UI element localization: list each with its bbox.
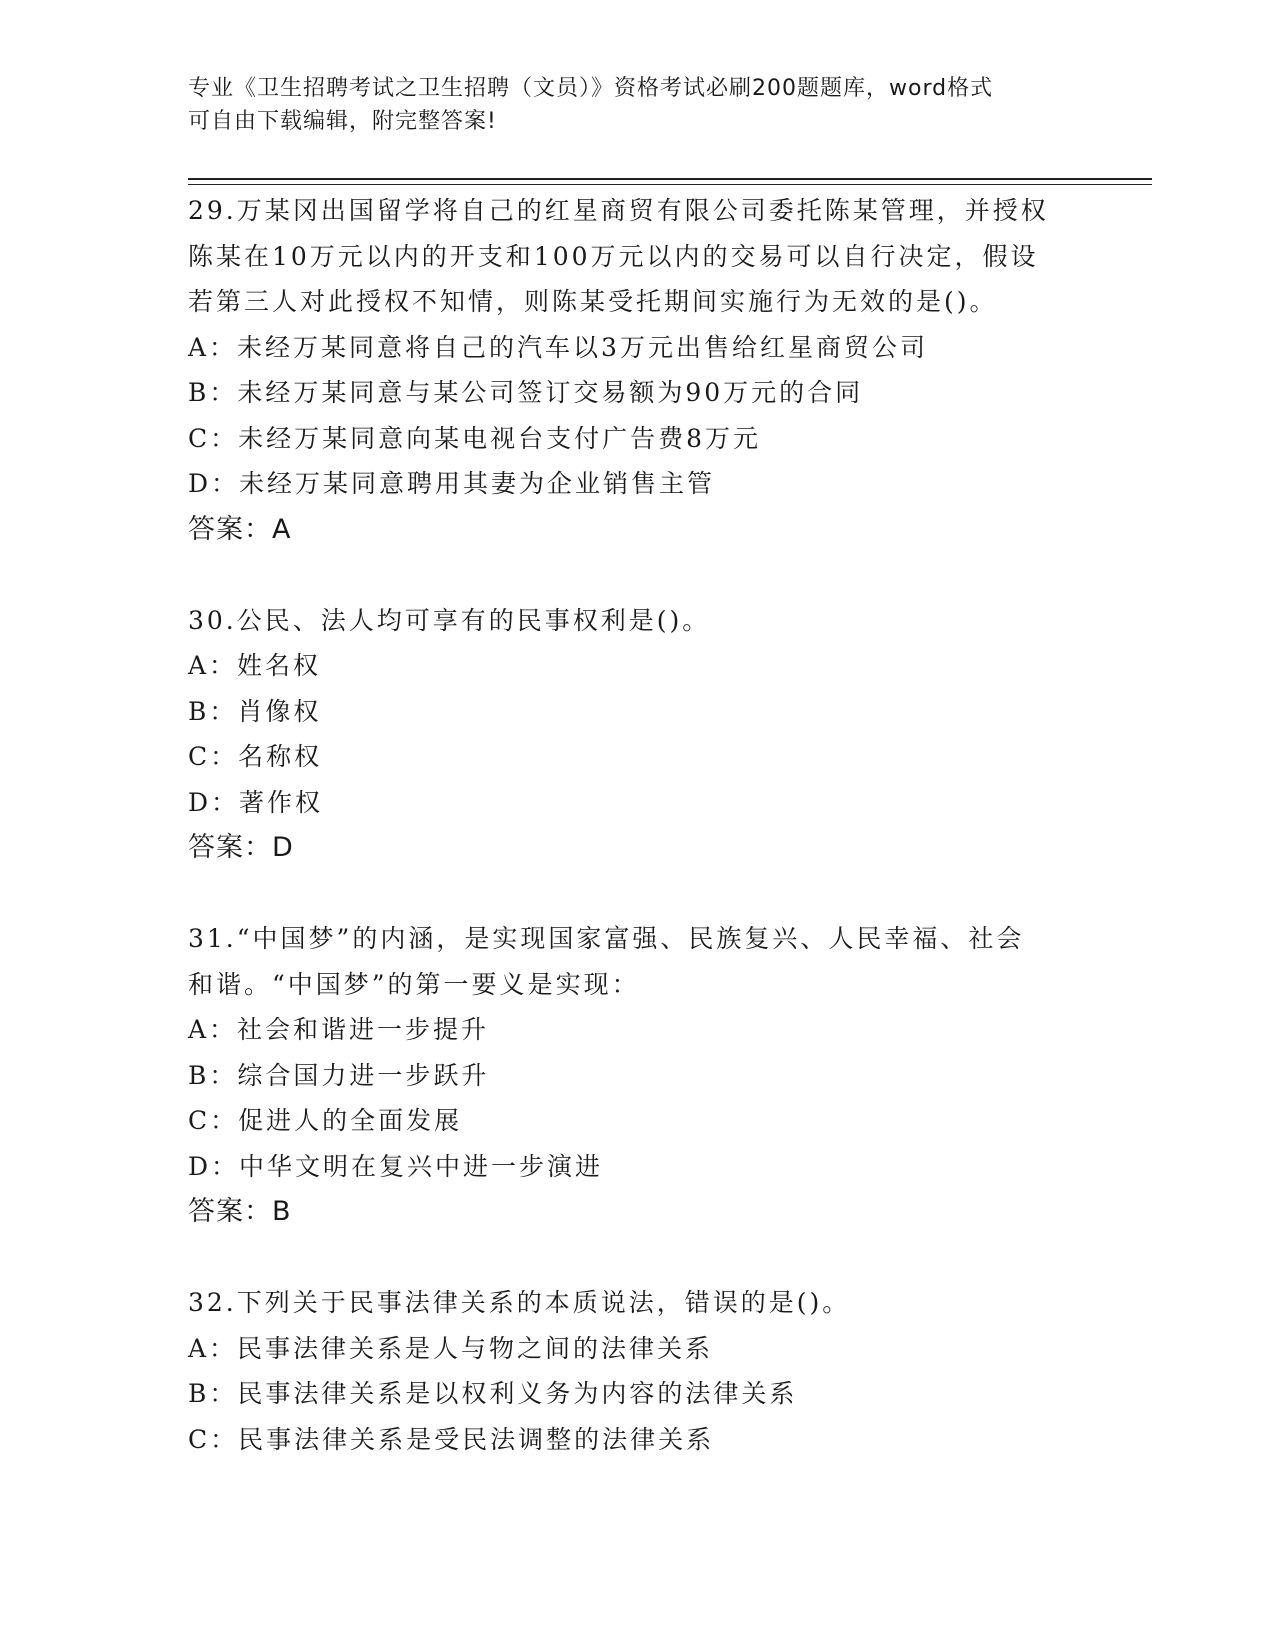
question-29 <box>188 188 1088 552</box>
option-c: C：民事法律关系是受民法调整的法律关系 <box>188 1424 715 1454</box>
answer-label: 答案：D <box>188 832 294 863</box>
question-stem-line: 陈某在10万元以内的开支和100万元以内的交易可以自行决定，假设 <box>188 241 1039 271</box>
question-stem-line: 和谐。“中国梦”的第一要义是实现： <box>188 969 640 999</box>
answer-label: 答案：A <box>188 513 292 545</box>
option-d: D：中华文明在复兴中进一步演进 <box>188 1151 604 1181</box>
question-stem-line: 32.下列关于民事法律关系的本质说法，错误的是()。 <box>188 1288 851 1317</box>
question-list <box>188 188 1088 1462</box>
option-c: C：未经万某同意向某电视台支付广告费8万元 <box>188 423 762 453</box>
answer-label: 答案：B <box>188 1196 292 1227</box>
option-b: B：肖像权 <box>188 696 322 726</box>
question-stem-line: 31.“中国梦”的内涵，是实现国家富强、民族复兴、人民幸福、社会 <box>188 924 1025 953</box>
question-stem-line: 若第三人对此授权不知情，则陈某受托期间实施行为无效的是()。 <box>188 287 998 316</box>
option-d: D：著作权 <box>188 787 324 817</box>
header-divider-thick <box>188 178 1152 180</box>
option-a: A：民事法律关系是人与物之间的法律关系 <box>188 1333 714 1363</box>
question-spacer <box>188 871 1088 917</box>
question-32 <box>188 1280 1088 1462</box>
option-b: B：民事法律关系是以权利义务为内容的法律关系 <box>188 1379 798 1408</box>
document-header <box>188 72 1088 138</box>
option-b: B：未经万某同意与某公司签订交易额为90万元的合同 <box>188 378 864 407</box>
question-spacer <box>188 552 1088 598</box>
question-spacer <box>188 1235 1088 1281</box>
option-c: C：促进人的全面发展 <box>188 1106 463 1135</box>
header-line-2: 可自由下载编辑，附完整答案! <box>188 109 497 134</box>
header-line-1: 专业《卫生招聘考试之卫生招聘（文员）》资格考试必刷200题题库，word格式 <box>188 76 994 101</box>
question-30 <box>188 598 1088 871</box>
header-divider-thin <box>188 184 1152 185</box>
option-a: A：姓名权 <box>188 651 322 680</box>
question-stem-line: 30.公民、法人均可享有的民事权利是()。 <box>188 605 711 635</box>
option-b: B：综合国力进一步跃升 <box>188 1060 490 1090</box>
option-a: A：社会和谐进一步提升 <box>188 1015 490 1044</box>
option-a: A：未经万某同意将自己的汽车以3万元出售给红星商贸公司 <box>188 332 928 362</box>
question-31 <box>188 916 1088 1235</box>
option-c: C：名称权 <box>188 742 323 771</box>
option-d: D：未经万某同意聘用其妻为企业销售主管 <box>188 469 716 498</box>
question-stem-line: 29.万某冈出国留学将自己的红星商贸有限公司委托陈某管理，并授权 <box>188 196 1049 225</box>
